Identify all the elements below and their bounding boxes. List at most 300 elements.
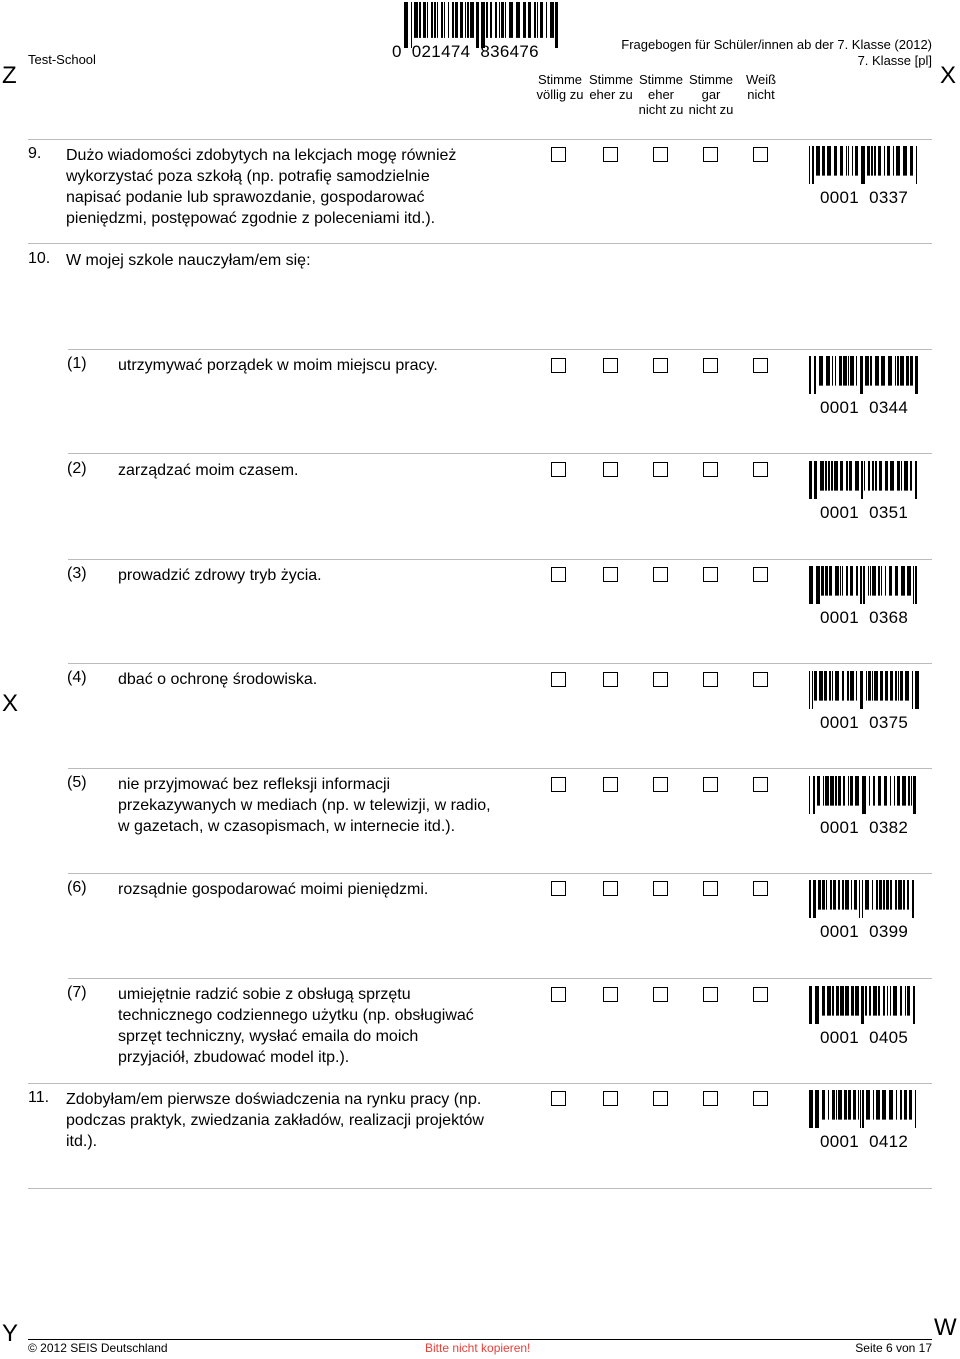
answer-checkbox[interactable] <box>653 147 668 162</box>
question-text-line: podczas praktyk, zwiedzania zakładów, realizacji projektów <box>66 1112 484 1129</box>
barcode-bar <box>916 146 917 184</box>
question-text-line: sprzęt techniczny, wysłać emaila do moich <box>118 1028 419 1045</box>
barcode-bar <box>848 1090 851 1120</box>
barcode-bar <box>900 1090 902 1120</box>
barcode-bar <box>827 986 831 1016</box>
answer-checkbox[interactable] <box>551 987 566 1002</box>
scale-head-text: Stimme <box>537 72 583 87</box>
answer-checkbox[interactable] <box>703 567 718 582</box>
barcode-bar <box>419 2 421 38</box>
answer-checkbox[interactable] <box>653 672 668 687</box>
barcode-bar <box>809 461 812 499</box>
divider <box>28 1083 932 1084</box>
barcode-bar <box>851 880 852 910</box>
answer-checkbox[interactable] <box>603 462 618 477</box>
question-text-line: Zdobyłam/em pierwsze doświadczenia na rynku pracy (np. <box>66 1091 482 1108</box>
barcode-bar <box>812 146 814 184</box>
scale-head-3 <box>633 72 689 117</box>
barcode-bar <box>829 566 832 596</box>
answer-checkbox[interactable] <box>653 881 668 896</box>
barcode-bar <box>878 566 880 596</box>
barcode-bar <box>831 461 833 491</box>
answer-checkbox[interactable] <box>703 147 718 162</box>
answer-checkbox[interactable] <box>753 358 768 373</box>
barcode-bar <box>812 671 813 709</box>
answer-checkbox[interactable] <box>753 567 768 582</box>
answer-checkbox[interactable] <box>551 881 566 896</box>
barcode-bar <box>904 1090 907 1120</box>
barcode-bar <box>897 461 900 491</box>
footer-page-number: Seite 6 von 17 <box>855 1341 932 1355</box>
footer-notice: Bitte nicht kopieren! <box>425 1341 531 1355</box>
answer-checkbox[interactable] <box>653 567 668 582</box>
barcode-bar <box>847 671 849 701</box>
barcode-bar <box>907 566 911 596</box>
item-barcode <box>809 880 919 918</box>
answer-checkbox[interactable] <box>703 672 718 687</box>
barcode-bar <box>860 356 863 394</box>
barcode-bar <box>843 776 845 806</box>
sub-question-number: (2) <box>67 460 87 477</box>
barcode-bar <box>813 776 815 814</box>
barcode-bar <box>834 461 838 491</box>
barcode-bar <box>822 1090 825 1120</box>
barcode-bar <box>848 356 849 386</box>
barcode-bar <box>906 356 909 386</box>
barcode-bar <box>902 776 906 806</box>
barcode-bar <box>840 146 843 176</box>
barcode-bar <box>915 671 919 709</box>
answer-checkbox[interactable] <box>753 462 768 477</box>
barcode-bar <box>546 2 547 38</box>
barcode-bar <box>431 2 433 38</box>
barcode-bar <box>905 986 906 1016</box>
item-barcode <box>809 986 919 1024</box>
barcode-bar <box>912 880 914 918</box>
question-text-line: zarządzać moim czasem. <box>118 462 299 479</box>
divider <box>68 559 932 560</box>
barcode-bar <box>842 880 844 910</box>
sub-question-number: (5) <box>67 774 87 791</box>
barcode-bar <box>889 1090 893 1120</box>
barcode-bar <box>875 356 879 386</box>
barcode-bar <box>822 986 825 1016</box>
barcode-bar <box>833 880 836 910</box>
barcode-bar <box>838 880 840 910</box>
question-text-line: Dużo wiadomości zdobytych na lekcjach mogę również <box>66 147 457 164</box>
barcode-bar <box>828 1090 829 1120</box>
barcode-bar <box>910 356 913 386</box>
barcode-bar <box>864 461 865 491</box>
sub-question-number: (6) <box>67 879 87 896</box>
sub-question-number: (4) <box>67 669 87 686</box>
barcode-bar <box>904 461 908 491</box>
barcode-bar <box>444 2 445 38</box>
barcode-bar <box>825 776 829 806</box>
barcode-bar <box>856 671 857 701</box>
scale-head-text: nicht zu <box>638 102 684 117</box>
corner-marker-w: W <box>934 1314 957 1341</box>
barcode-bar <box>876 1090 880 1120</box>
answer-checkbox[interactable] <box>653 462 668 477</box>
sub-question-number: (7) <box>67 984 87 1001</box>
barcode-bar <box>907 986 910 1016</box>
barcode-bar <box>884 146 885 176</box>
barcode-bar <box>838 776 841 806</box>
barcode-bar <box>915 356 918 394</box>
barcode-bar <box>915 566 917 604</box>
question-number: 11. <box>28 1089 50 1106</box>
barcode-bar <box>875 461 877 491</box>
item-barcode-number: 0001 0382 <box>820 818 909 837</box>
barcode-bar <box>835 776 837 806</box>
barcode-bar <box>908 776 910 806</box>
sub-question-text <box>118 355 528 376</box>
barcode-bar <box>509 2 513 38</box>
divider <box>68 873 932 874</box>
school-name: Test-School <box>28 52 96 67</box>
barcode-bar <box>896 146 900 176</box>
question-text <box>66 145 526 229</box>
scale-head-5 <box>733 72 789 102</box>
barcode-bar <box>853 1090 856 1120</box>
barcode-bar <box>534 2 536 38</box>
barcode-bar <box>883 880 885 910</box>
barcode-bar <box>809 776 810 814</box>
divider <box>68 453 932 454</box>
barcode-bar <box>495 2 497 38</box>
answer-checkbox[interactable] <box>753 672 768 687</box>
item-barcode-number: 0001 0375 <box>820 713 909 732</box>
barcode-bar <box>890 461 894 491</box>
answer-checkbox[interactable] <box>551 147 566 162</box>
answer-checkbox[interactable] <box>551 777 566 792</box>
barcode-bar <box>861 986 864 1024</box>
answer-checkbox[interactable] <box>653 777 668 792</box>
sub-question-text <box>118 984 528 1068</box>
barcode-bar <box>856 356 857 386</box>
item-barcode-number: 0001 0344 <box>820 398 909 417</box>
question-number: 10. <box>28 250 51 267</box>
barcode-bar <box>883 986 885 1016</box>
barcode-bar <box>850 776 853 806</box>
barcode-bar <box>872 671 873 701</box>
answer-checkbox[interactable] <box>603 881 618 896</box>
answer-checkbox[interactable] <box>653 1091 668 1106</box>
barcode-bar <box>855 461 859 491</box>
answer-checkbox[interactable] <box>753 777 768 792</box>
barcode-bar <box>809 1090 813 1128</box>
answer-checkbox[interactable] <box>703 987 718 1002</box>
question-text-line: utrzymywać porządek w moim miejscu pracy. <box>118 357 438 374</box>
corner-marker-z: Z <box>2 62 17 89</box>
barcode-bar <box>903 146 907 176</box>
barcode-bar <box>896 1090 897 1120</box>
barcode-bar <box>897 356 899 386</box>
item-barcode-number: 0001 0405 <box>820 1028 909 1047</box>
barcode-bar <box>915 1090 916 1128</box>
scale-head-text: Weiß <box>745 72 777 87</box>
barcode-bar <box>809 671 810 709</box>
barcode-bar <box>910 146 913 176</box>
barcode-bar <box>862 880 863 918</box>
question-text <box>66 250 526 271</box>
question-text-line: prowadzić zdrowy tryb życia. <box>118 567 322 584</box>
question-text-line: przekazywanych w mediach (np. w telewizji, w radio, <box>118 797 491 814</box>
item-barcode-number: 0001 0412 <box>820 1132 909 1151</box>
barcode-bar <box>897 776 900 806</box>
question-text-line: W mojej szkole nauczyłam/em się: <box>66 252 311 269</box>
barcode-bar <box>885 461 888 491</box>
sub-question-text <box>118 774 528 837</box>
barcode-bar <box>540 2 543 38</box>
answer-checkbox[interactable] <box>603 567 618 582</box>
barcode-bar <box>873 986 877 1016</box>
scale-head-2 <box>583 72 639 102</box>
item-barcode <box>809 146 919 184</box>
answer-checkbox[interactable] <box>551 672 566 687</box>
barcode-bar <box>845 986 849 1016</box>
barcode-bar <box>842 671 844 701</box>
barcode-bar <box>516 2 520 38</box>
item-barcode <box>809 356 919 394</box>
barcode-bar <box>434 2 436 38</box>
barcode-bar <box>809 356 811 394</box>
answer-checkbox[interactable] <box>703 358 718 373</box>
barcode-bar <box>815 1090 819 1128</box>
answer-checkbox[interactable] <box>703 1091 718 1106</box>
footer-copyright: © 2012 SEIS Deutschland <box>28 1341 168 1355</box>
answer-checkbox[interactable] <box>603 777 618 792</box>
barcode-bar <box>851 986 854 1016</box>
barcode-bar <box>839 356 842 386</box>
answer-checkbox[interactable] <box>703 881 718 896</box>
answer-checkbox[interactable] <box>753 147 768 162</box>
question-text-line: pieniędzmi, postępować zgodnie z poleceniami itd.). <box>66 210 436 227</box>
answer-checkbox[interactable] <box>703 777 718 792</box>
scale-head-text: eher zu <box>589 87 633 102</box>
form-title <box>621 37 932 69</box>
barcode-bar <box>505 2 506 38</box>
barcode-bar <box>835 566 839 596</box>
barcode-bar <box>866 1090 870 1120</box>
barcode-bar <box>879 461 882 491</box>
answer-checkbox[interactable] <box>653 987 668 1002</box>
barcode-bar <box>414 2 418 38</box>
barcode-bar <box>848 776 849 806</box>
barcode-bar <box>809 986 812 1024</box>
barcode-bar <box>850 356 854 386</box>
barcode-bar <box>814 671 817 701</box>
question-text <box>66 1089 546 1152</box>
barcode-bar <box>858 1090 859 1120</box>
barcode-bar <box>912 671 913 709</box>
answer-checkbox[interactable] <box>603 987 618 1002</box>
item-barcode-number: 0001 0337 <box>820 188 909 207</box>
barcode-bar <box>809 566 813 604</box>
barcode-bar <box>868 566 869 596</box>
barcode-bar <box>830 880 832 910</box>
barcode-bar <box>840 461 843 491</box>
barcode-bar <box>822 880 825 910</box>
barcode-bar <box>499 2 500 38</box>
answer-checkbox[interactable] <box>653 358 668 373</box>
barcode-bar <box>868 461 870 491</box>
sub-question-number: (3) <box>67 565 87 582</box>
barcode-bar <box>845 880 849 910</box>
barcode-bar <box>824 671 827 701</box>
barcode-bar <box>872 880 873 910</box>
barcode-bar <box>809 146 810 184</box>
barcode-bar <box>846 566 848 596</box>
answer-checkbox[interactable] <box>703 462 718 477</box>
question-text-line: w gazetach, w czasopismach, w internecie itd.). <box>118 818 456 835</box>
answer-checkbox[interactable] <box>551 1091 566 1106</box>
barcode-bar <box>869 986 871 1016</box>
question-text-line: nie przyjmować bez refleksji informacji <box>118 776 391 793</box>
scale-head-text: gar <box>701 87 721 102</box>
barcode-bar <box>870 356 872 386</box>
barcode-bar <box>846 146 847 176</box>
barcode-bar <box>874 671 878 701</box>
barcode-bar <box>844 1090 847 1120</box>
barcode-bar <box>817 776 820 806</box>
sub-question-text <box>118 565 528 586</box>
barcode-bar <box>913 566 914 604</box>
divider <box>68 768 932 769</box>
barcode-bar <box>895 566 898 596</box>
barcode-bar <box>862 1090 864 1128</box>
barcode-bar <box>832 356 833 386</box>
question-text-line: dbać o ochronę środowiska. <box>118 671 318 688</box>
barcode-bar <box>825 566 828 596</box>
answer-checkbox[interactable] <box>753 1091 768 1106</box>
divider <box>28 139 932 140</box>
sub-question-number: (1) <box>67 355 87 372</box>
barcode-bar <box>821 566 824 596</box>
barcode-bar <box>832 1090 835 1120</box>
barcode-bar <box>905 671 909 701</box>
answer-checkbox[interactable] <box>753 987 768 1002</box>
barcode-bar <box>840 986 844 1016</box>
barcode-bar <box>834 146 837 176</box>
barcode-bar <box>861 146 865 184</box>
question-text-line: napisać podanie lub sprawozdanie, gospodarować <box>66 189 425 206</box>
barcode-bar <box>855 146 858 176</box>
barcode-bar <box>814 461 817 499</box>
barcode-bar <box>861 461 863 499</box>
sub-question-text <box>118 879 528 900</box>
divider <box>28 243 932 244</box>
barcode-bar <box>913 986 915 1024</box>
barcode-bar <box>820 461 824 491</box>
question-text-line: itd.). <box>66 1133 98 1150</box>
scale-head-4 <box>683 72 739 117</box>
barcode-bar <box>890 986 891 1016</box>
item-barcode <box>809 461 919 499</box>
barcode-bar <box>907 880 909 910</box>
question-text-line: umiejętnie radzić sobie z obsługą sprzętu <box>118 986 411 1003</box>
barcode-bar <box>859 880 860 918</box>
barcode-bar <box>873 776 875 806</box>
barcode-bar <box>835 356 836 386</box>
barcode-bar <box>889 566 892 596</box>
barcode-bar <box>825 461 827 491</box>
barcode-bar <box>832 671 833 701</box>
barcode-bar <box>890 880 892 910</box>
divider <box>68 663 932 664</box>
barcode-bar <box>823 776 824 806</box>
item-barcode <box>809 671 919 709</box>
barcode-bar <box>846 461 848 491</box>
barcode-bar <box>881 566 882 596</box>
sub-question-text <box>118 669 528 690</box>
answer-checkbox[interactable] <box>603 358 618 373</box>
barcode-bar <box>893 146 894 176</box>
divider <box>28 1188 932 1189</box>
answer-checkbox[interactable] <box>551 358 566 373</box>
barcode-bar <box>895 671 897 701</box>
answer-checkbox[interactable] <box>753 881 768 896</box>
barcode-bar <box>848 146 849 176</box>
barcode-bar <box>885 671 888 701</box>
barcode-bar <box>486 2 488 38</box>
barcode-bar <box>878 986 880 1016</box>
barcode-bar <box>890 776 891 806</box>
barcode-bar <box>855 776 859 806</box>
barcode-bar <box>863 566 865 604</box>
scale-head-text: Stimme <box>638 72 684 87</box>
item-barcode <box>809 1090 919 1128</box>
answer-checkbox[interactable] <box>551 567 566 582</box>
corner-marker-x-left: X <box>2 690 19 717</box>
barcode-bar <box>901 461 902 491</box>
barcode-bar <box>490 2 492 38</box>
scale-head-text: Stimme <box>588 72 634 87</box>
barcode-bar <box>885 566 886 596</box>
form-title-line1: Fragebogen für Schüler/innen ab der 7. Klasse (2012) <box>621 37 932 52</box>
answer-checkbox[interactable] <box>603 1091 618 1106</box>
item-barcode-number: 0001 0399 <box>820 922 909 941</box>
barcode-bar <box>501 2 504 38</box>
barcode-bar <box>903 880 905 910</box>
barcode-bar <box>865 356 869 386</box>
barcode-bar <box>829 671 831 701</box>
footer-rule <box>28 1339 932 1340</box>
scale-head-text: Stimme <box>688 72 734 87</box>
header-barcode-number: 0 021474 836476 <box>392 42 539 61</box>
barcode-bar <box>465 2 466 38</box>
corner-marker-y: Y <box>2 1320 19 1347</box>
scale-head-text: nicht zu <box>688 102 734 117</box>
answer-checkbox[interactable] <box>551 462 566 477</box>
barcode-bar <box>881 356 885 386</box>
answer-checkbox[interactable] <box>603 147 618 162</box>
barcode-bar <box>827 146 831 176</box>
barcode-bar <box>913 776 916 814</box>
barcode-bar <box>901 566 905 596</box>
barcode-bar <box>850 566 853 596</box>
scale-head-text: nicht <box>747 87 775 102</box>
barcode-bar <box>441 2 443 38</box>
answer-checkbox[interactable] <box>603 672 618 687</box>
corner-marker-x-top: X <box>940 62 957 89</box>
scale-head-1 <box>532 72 588 102</box>
barcode-bar <box>856 566 858 596</box>
barcode-bar <box>872 566 876 596</box>
barcode-bar <box>814 356 816 394</box>
question-text-line: technicznego codziennego użytku (np. obsługiwać <box>118 1007 474 1024</box>
